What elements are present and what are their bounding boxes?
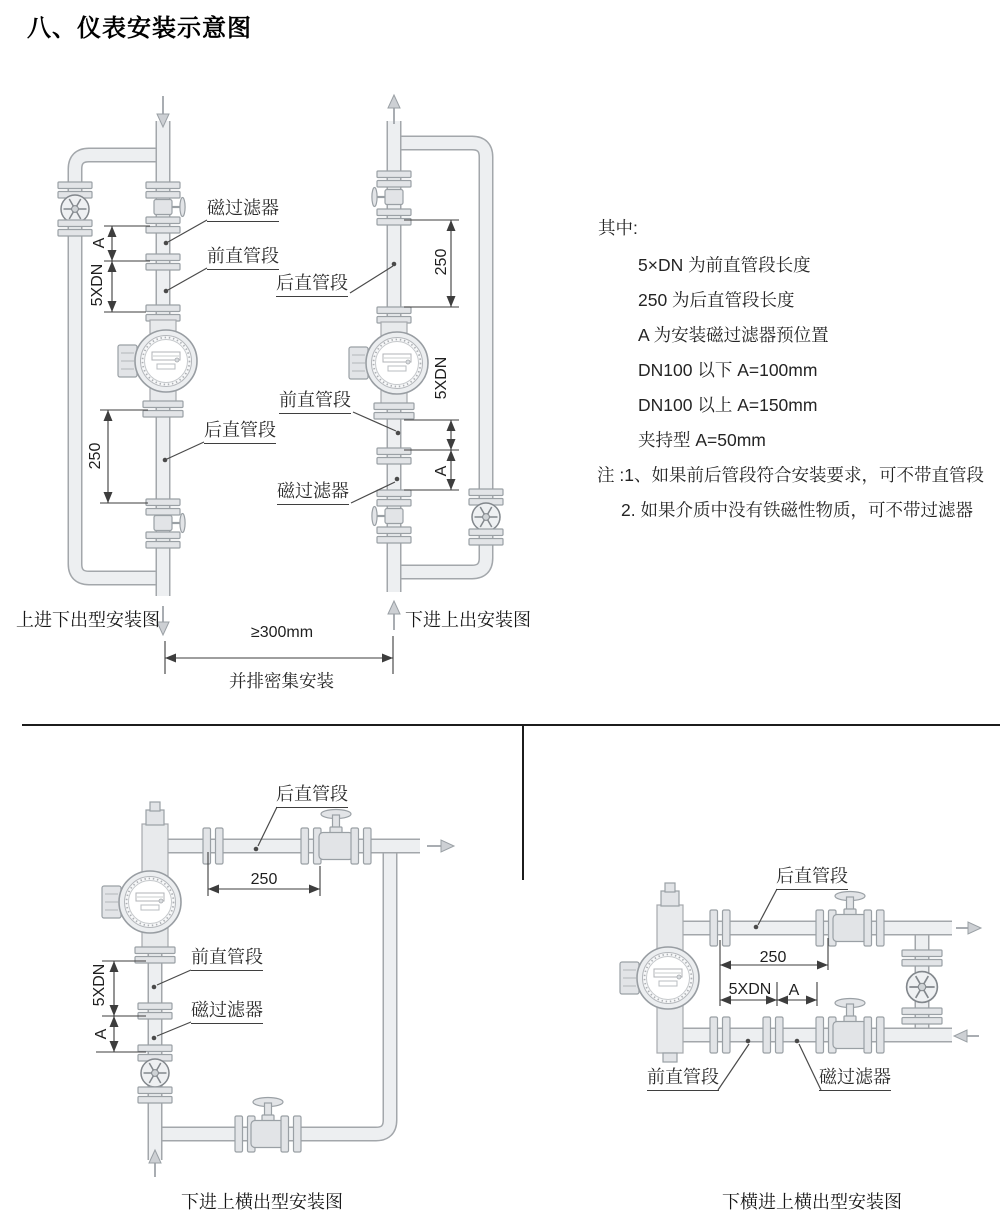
d2-filter-label: 磁过滤器 bbox=[277, 482, 349, 505]
note-item-0: 5×DN 为前直管段长度 bbox=[638, 255, 811, 275]
d2-rear-label: 后直管段 bbox=[276, 274, 348, 297]
d2-dim-5xdn: 5XDN bbox=[433, 356, 450, 400]
note-item-4: DN100 以上 A=150mm bbox=[638, 395, 818, 415]
diagram3-piping bbox=[102, 802, 454, 1177]
d1-filter-label: 磁过滤器 bbox=[207, 199, 279, 222]
spacing-dim: ≥300mm bbox=[250, 624, 314, 641]
d3-dim-5xdn: 5XDN bbox=[91, 963, 108, 1007]
flow-meter bbox=[118, 330, 197, 392]
bypass-valve bbox=[472, 503, 500, 531]
d4-dim-5xdn: 5XDN bbox=[728, 981, 772, 998]
flow-in-arrow bbox=[388, 601, 400, 630]
d4-filter-label: 磁过滤器 bbox=[819, 1068, 891, 1091]
shutoff-valve bbox=[154, 198, 185, 217]
meter-drain bbox=[663, 1053, 677, 1062]
diagram1-piping bbox=[58, 96, 197, 635]
d4-caption: 下横进上横出型安装图 bbox=[722, 1192, 902, 1212]
d3-front-label: 前直管段 bbox=[191, 948, 263, 971]
d3-filter-label: 磁过滤器 bbox=[191, 1001, 263, 1024]
page-title: 八、仪表安装示意图 bbox=[27, 15, 252, 42]
d1-caption: 上进下出型安装图 bbox=[16, 610, 160, 630]
d4-rear-label: 后直管段 bbox=[776, 867, 848, 890]
inlet-valve bbox=[141, 1059, 169, 1087]
note-1: 注 :1、如果前后管段符合安装要求，可不带直管段 bbox=[597, 465, 984, 485]
flow-meter bbox=[620, 947, 699, 1009]
shutoff-valve bbox=[372, 188, 403, 207]
d2-dim-a: A bbox=[433, 465, 450, 477]
bypass-valve bbox=[907, 972, 938, 1003]
note-2: 2. 如果介质中没有铁磁性物质，可不带过滤器 bbox=[621, 500, 973, 520]
flow-meter bbox=[349, 332, 428, 394]
flow-meter bbox=[102, 871, 181, 933]
d3-rear-label: 后直管段 bbox=[276, 785, 348, 808]
note-item-2: A 为安装磁过滤器预位置 bbox=[638, 325, 829, 345]
note-item-1: 250 为后直管段长度 bbox=[638, 290, 795, 310]
meter-cap bbox=[146, 810, 164, 825]
outlet-valve bbox=[833, 892, 867, 942]
d2-front-label: 前直管段 bbox=[279, 391, 351, 414]
inlet-valve bbox=[833, 999, 867, 1049]
note-item-3: DN100 以下 A=100mm bbox=[638, 360, 818, 380]
meter-cap bbox=[150, 802, 160, 811]
spacing-label: 并排密集安装 bbox=[229, 671, 334, 691]
diagram4-piping bbox=[620, 883, 981, 1062]
diagram2-piping bbox=[349, 95, 503, 630]
d3-dim-a: A bbox=[93, 1028, 110, 1040]
shutoff-valve bbox=[154, 514, 185, 533]
flow-out-arrow bbox=[388, 95, 400, 124]
meter-cap bbox=[661, 891, 679, 906]
outlet-valve bbox=[319, 810, 353, 860]
d3-caption: 下进上横出型安装图 bbox=[181, 1192, 343, 1212]
d1-dim-250: 250 bbox=[87, 442, 104, 470]
note-item-5: 夹持型 A=50mm bbox=[638, 430, 766, 450]
meter-cap bbox=[665, 883, 675, 892]
d1-dim-5xdn: 5XDN bbox=[89, 263, 106, 307]
flow-in-arrow bbox=[954, 1030, 979, 1042]
d1-front-label: 前直管段 bbox=[207, 247, 279, 270]
d4-dim-a: A bbox=[788, 982, 800, 999]
notes-heading: 其中: bbox=[598, 218, 638, 238]
d1-dim-a: A bbox=[91, 237, 108, 249]
bypass-valve bbox=[251, 1098, 285, 1148]
shutoff-valve bbox=[372, 507, 403, 526]
d1-rear-label: 后直管段 bbox=[204, 421, 276, 444]
flow-out-arrow bbox=[427, 840, 454, 852]
d2-dim-250: 250 bbox=[433, 248, 450, 276]
d4-dim-250: 250 bbox=[759, 949, 787, 966]
bypass-valve bbox=[61, 195, 89, 223]
d2-caption: 下进上出安装图 bbox=[405, 610, 531, 630]
d3-dim-250: 250 bbox=[250, 871, 278, 888]
flow-out-arrow bbox=[956, 922, 981, 934]
d4-front-label: 前直管段 bbox=[647, 1068, 719, 1091]
